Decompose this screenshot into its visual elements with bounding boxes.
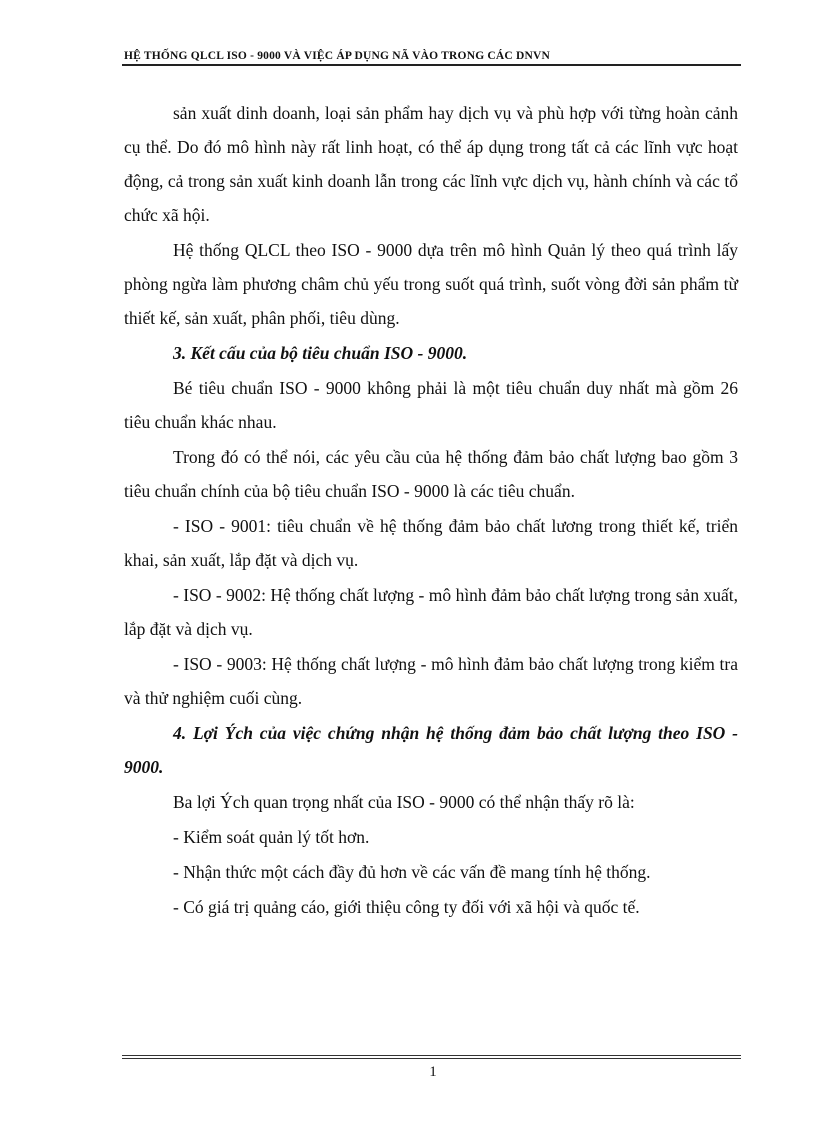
footer-rule — [122, 1055, 741, 1056]
document-body — [124, 96, 738, 925]
paragraph: Ba lợi Ých quan trọng nhất của ISO - 9000 có thể nhận thấy rõ là: — [173, 792, 635, 812]
footer-rule — [122, 1058, 741, 1059]
list-item: - ISO - 9001: tiêu chuẩn về hệ thống đảm bảo chất lương trong thiết kế, triển khai, sản xuất, lắp đặt và dịch vụ. — [124, 516, 738, 570]
section-heading: 3. Kết cấu của bộ tiêu chuẩn ISO - 9000. — [173, 343, 468, 363]
list-item: - ISO - 9002: Hệ thống chất lượng - mô hình đảm bảo chất lượng trong sản xuất, lắp đặt và dịch vụ. — [124, 585, 738, 639]
list-item: - Nhận thức một cách đầy đủ hơn về các vấn đề mang tính hệ thống. — [173, 862, 651, 882]
paragraph: Bé tiêu chuẩn ISO - 9000 không phải là một tiêu chuẩn duy nhất mà gồm 26 tiêu chuẩn khác nhau. — [124, 378, 738, 432]
paragraph: Trong đó có thể nói, các yêu cầu của hệ thống đảm bảo chất lượng bao gồm 3 tiêu chuẩn chính của bộ tiêu chuẩn ISO - 9000 là các tiêu chuẩn. — [124, 447, 738, 501]
page-number: 1 — [429, 1064, 437, 1080]
paragraph: sản xuất dinh doanh, loại sản phẩm hay dịch vụ và phù hợp với từng hoàn cảnh cụ thể. Do đó mô hình này rất linh hoạt, có thể áp dụng trong tất cả các lĩnh vực hoạt động, cả trong sản xuất kinh doanh lẫn trong các lĩnh vực dịch vụ, hành chính và các tổ chức xã hội. — [124, 103, 738, 225]
section-heading: 4. Lợi Ých của việc chứng nhận hệ thống đảm bảo chất lượng theo ISO - 9000. — [124, 723, 738, 777]
header-rule — [122, 64, 741, 66]
header-title: HỆ THỐNG QLCL ISO - 9000 VÀ VIỆC ÁP DỤNG NÃ VÀO TRONG CÁC DNVN — [124, 50, 551, 62]
list-item: - Kiểm soát quản lý tốt hơn. — [173, 827, 370, 847]
list-item: - ISO - 9003: Hệ thống chất lượng - mô hình đảm bảo chất lượng trong kiểm tra và thử nghiệm cuối cùng. — [124, 654, 738, 708]
list-item: - Có giá trị quảng cáo, giới thiệu công ty đối với xã hội và quốc tế. — [173, 897, 640, 917]
paragraph: Hệ thống QLCL theo ISO - 9000 dựa trên mô hình Quản lý theo quá trình lấy phòng ngừa làm phương châm chủ yếu trong suốt quá trình, suốt vòng đời sản phẩm từ thiết kế, sản xuất, phân phối, tiêu dùng. — [124, 240, 738, 328]
